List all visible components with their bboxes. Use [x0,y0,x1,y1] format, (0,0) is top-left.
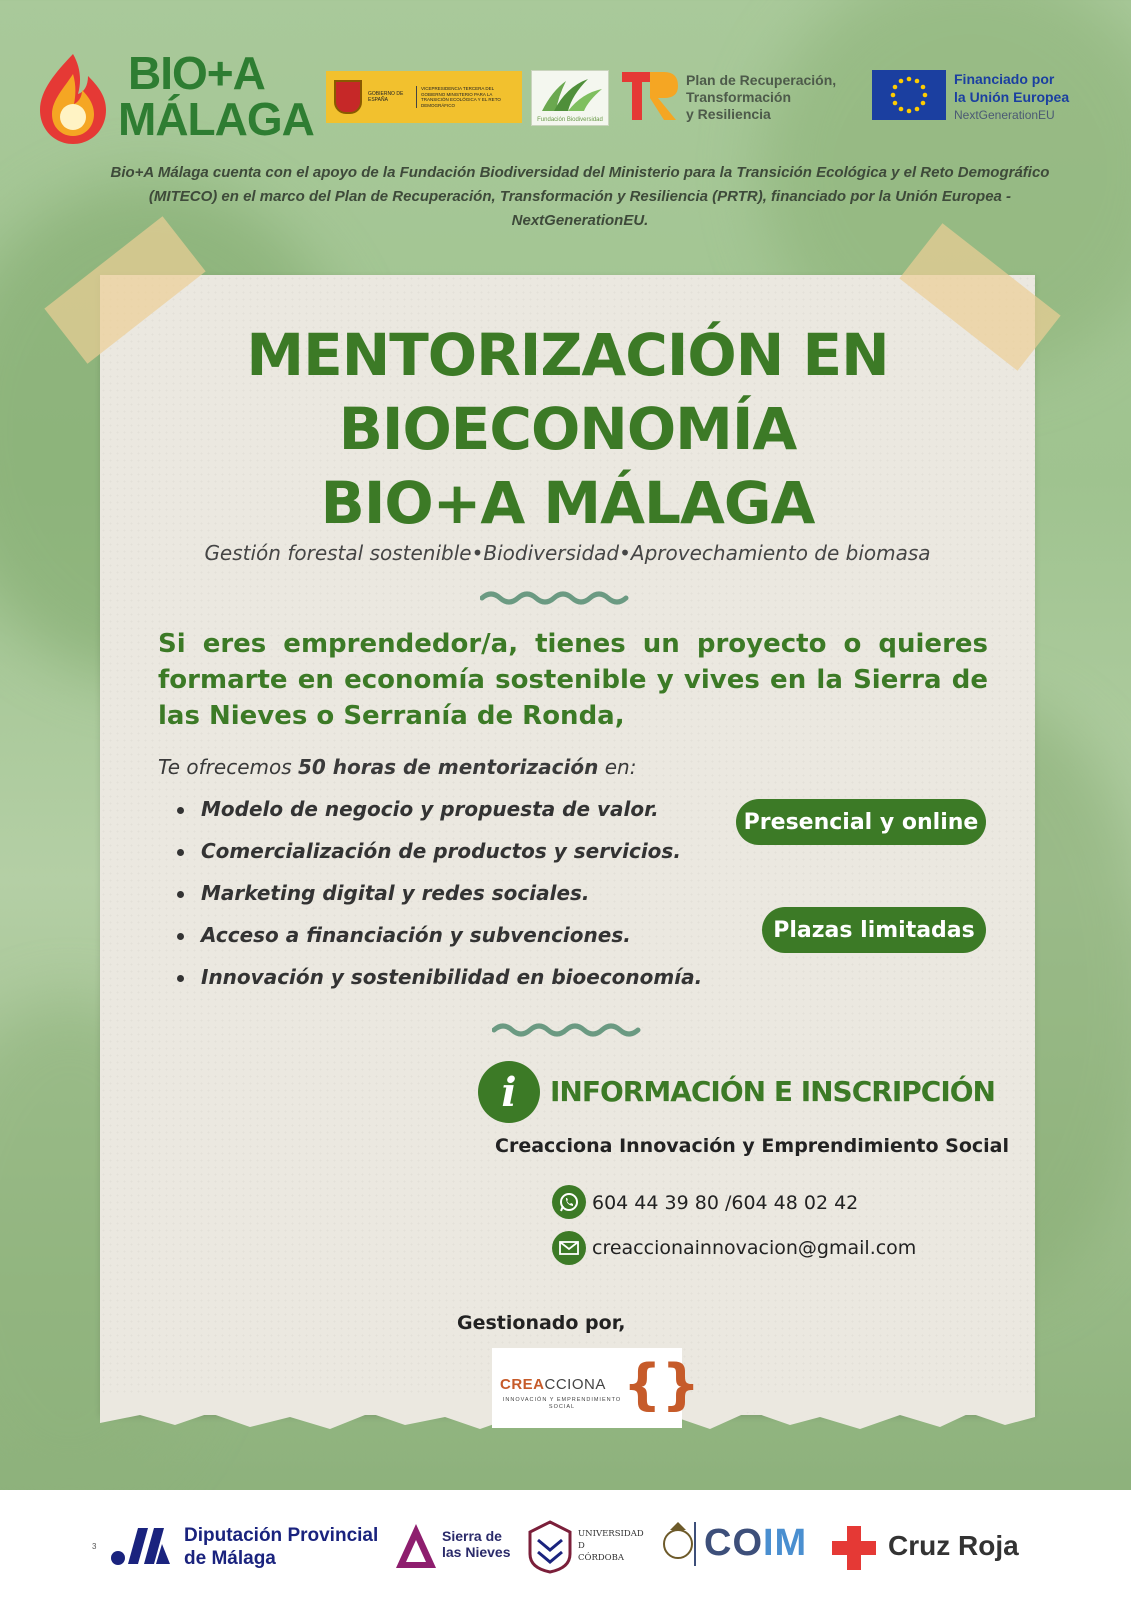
prtr-logo [620,68,860,130]
email-link[interactable]: creaccionainnovacion@gmail.com [592,1237,917,1259]
fundacion-biodiversidad-logo [531,70,609,126]
coim-part-b: IM [763,1522,808,1564]
creacciona-subtitle: INNOVACIÓN Y EMPRENDIMIENTO SOCIAL [502,1397,622,1410]
sierra-nieves-mark-icon [394,1522,438,1572]
logo-line1: BIO+A [128,47,265,99]
university-crest-icon [528,1520,572,1574]
prtr-line2: Transformación [686,89,792,105]
sierra-nieves-text [442,1528,511,1560]
diputacion-line1: Diputación Provincial [184,1525,379,1546]
coim-crest-icon [660,1518,696,1568]
info-icon: i [478,1061,540,1123]
title-line3: BIO+A MÁLAGA [320,469,815,537]
sierra-nieves-line2: las Nieves [442,1544,511,1560]
list-item: Modelo de negocio y propuesta de valor. [175,788,702,830]
topic-list [175,788,702,998]
fundacion-logo-text: Fundación Biodiversidad [537,117,603,123]
eu-funding-logo [872,70,1082,126]
sierra-nieves-line1: Sierra de [442,1528,502,1544]
logo-wordmark [118,47,314,145]
spain-shield-icon [334,80,362,114]
wave-divider [480,588,630,608]
creacciona-name-a: CREA [500,1376,545,1393]
lead-paragraph: Si eres emprendedor/a, tienes un proyecto o quieres formarte en economía sostenible y vives en la Sierra de las Nieves o Serranía de Ronda, [158,629,988,731]
subtitle: Gestión forestal sostenible•Biodiversidad•Aprovechamiento de biomasa [204,541,931,565]
prtr-logo-text [686,72,836,123]
eu-line1: Financiado por [954,71,1055,87]
offer-line [158,755,636,779]
eu-logo-text [954,70,1069,124]
gobierno-espana-logo [326,71,522,123]
universidad-text [578,1528,644,1564]
universidad-line2: D [578,1541,585,1551]
mail-icon [552,1231,586,1265]
offer-suffix: en: [598,755,637,779]
diputacion-text [184,1524,378,1570]
logo-line2: MÁLAGA [118,93,314,145]
bio-a-malaga-logo [36,47,314,150]
creacciona-brace-icon: {} [623,1353,700,1416]
cruz-roja-logo [832,1522,1032,1574]
universidad-cordoba-logo [528,1520,648,1580]
title-line1: MENTORIZACIÓN EN [246,321,889,389]
list-item: Comercialización de productos y servicios. [175,830,702,872]
creacciona-name-b: CCIONA [544,1376,606,1393]
info-title: INFORMACIÓN E INSCRIPCIÓN [550,1075,995,1108]
wave-divider [492,1020,642,1040]
coim-part-a: CO [704,1522,763,1564]
creacciona-wordmark [500,1376,606,1393]
eu-line2: la Unión Europea [954,89,1070,105]
organization-name: Creacciona Innovación y Emprendimiento Social [495,1135,1010,1157]
list-item: Marketing digital y redes sociales. [175,872,702,914]
page-number: 3 [92,1542,97,1551]
flame-logo-icon [36,50,110,146]
diputacion-malaga-logo [110,1524,410,1574]
prtr-r-icon [620,68,682,124]
whatsapp-icon [552,1185,586,1219]
offer-hours: 50 horas de mentorización [298,755,599,779]
list-item: Innovación y sostenibilidad en bioeconomía. [175,956,702,998]
phone-numbers[interactable]: 604 44 39 80 /604 48 02 42 [592,1192,859,1214]
page-title [150,318,985,540]
eu-flag-icon [872,70,946,120]
diputacion-mark-icon [110,1524,174,1568]
universidad-line3: CÓRDOBA [578,1553,625,1563]
places-badge: Plazas limitadas [762,907,986,953]
title-line2: BIOECONOMÍA [338,395,797,463]
diputacion-line2: de Málaga [184,1548,276,1569]
creacciona-logo [492,1348,700,1428]
cruz-roja-text: Cruz Roja [888,1530,1019,1561]
support-statement: Bio+A Málaga cuenta con el apoyo de la Fundación Biodiversidad del Ministerio para la Transición Ecológica y el Reto Demográfico (MITECO) en el marco del Plan de Recuperación, Transformación y Resiliencia (PRTR), financiado por la Unión Europea - NextGenerationEU. [110,164,1050,229]
gov-logo-left-text: GOBIERNO DE ESPAÑA [368,91,404,103]
sponsor-footer [0,1490,1131,1600]
mode-badge: Presencial y online [736,799,986,845]
eu-line3: NextGenerationEU [954,108,1055,122]
list-item: Acceso a financiación y subvenciones. [175,914,702,956]
offer-prefix: Te ofrecemos [158,755,299,779]
managed-by-label: Gestionado por, [457,1312,626,1334]
grass-icon [532,71,610,115]
red-cross-icon [832,1526,876,1570]
prtr-line1: Plan de Recuperación, [686,72,837,88]
sierra-nieves-logo [394,1522,518,1578]
universidad-line1: UNIVERSIDAD [578,1529,644,1539]
prtr-line3: y Resiliencia [686,106,771,122]
coim-logo [660,1518,820,1578]
coim-wordmark [704,1522,807,1565]
gov-logo-right-text: VICEPRESIDENCIA TERCERA DEL GOBIERNO MINISTERIO PARA LA TRANSICIÓN ECOLÓGICA Y EL RETO DEMOGRÁFICO [416,86,512,108]
